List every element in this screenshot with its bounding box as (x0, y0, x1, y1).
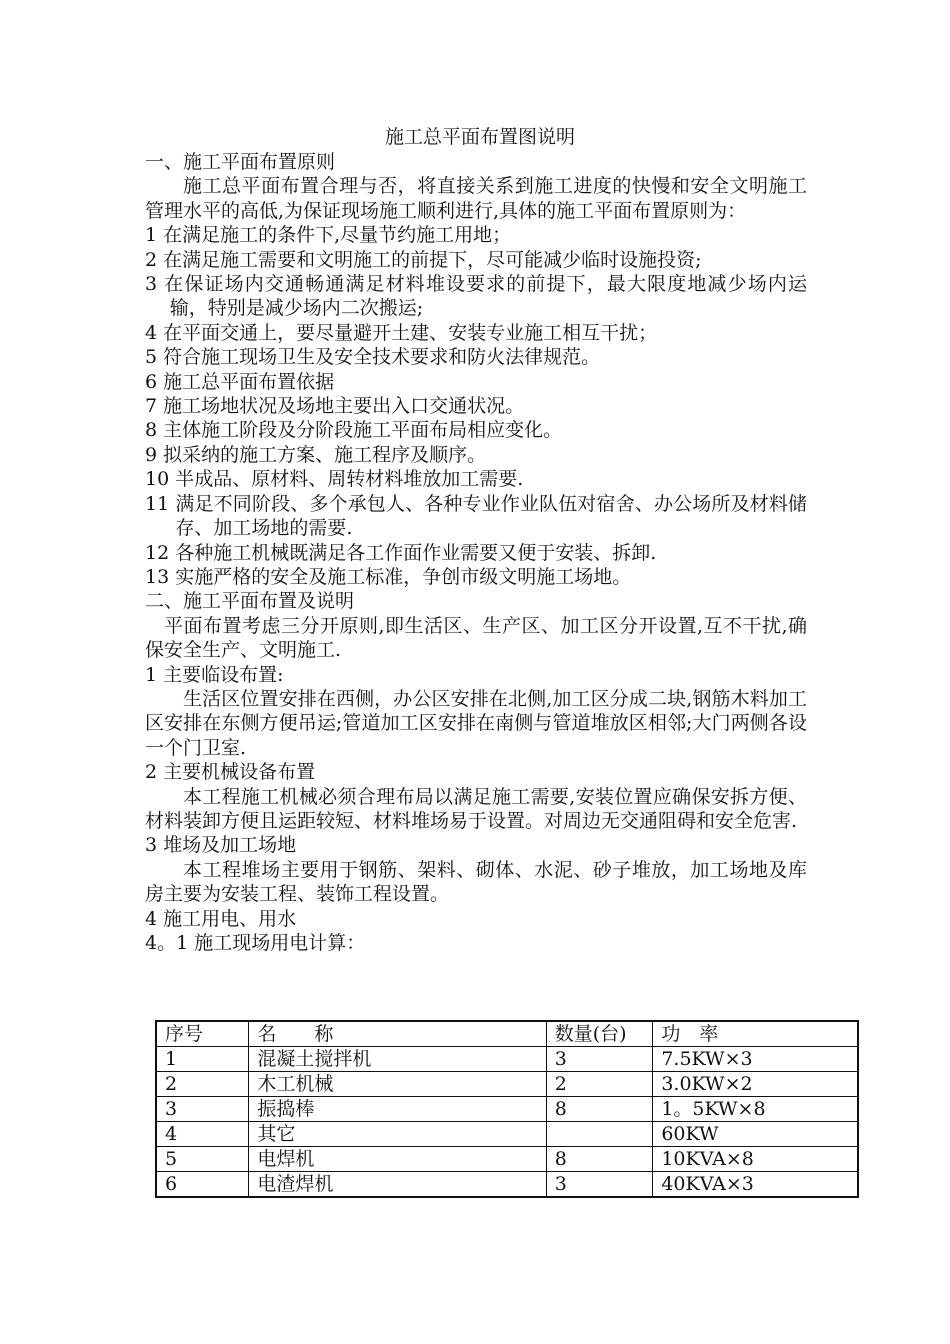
paragraph-line: 3 在保证场内交通畅通满足材料堆设要求的前提下，最大限度地减少场内运输，特别是减少场内二次搬运; (145, 273, 807, 320)
cell-power: 40KVA×3 (653, 1172, 858, 1198)
paragraph-line: 4。1 施工现场用电计算： (145, 932, 366, 954)
header-name: 名 称 (249, 1021, 546, 1047)
paragraph-line: 1 主要临设布置: (145, 663, 284, 686)
table-row (156, 1122, 858, 1147)
cell-quantity (546, 1122, 653, 1147)
paragraph-line: 5 符合施工现场卫生及安全技术要求和防火法律规范。 (145, 346, 601, 369)
cell-power: 7.5KW×3 (653, 1047, 858, 1072)
paragraph-line: 12 各种施工机械既满足各工作面作业需要又便于安装、拆卸. (145, 541, 657, 564)
cell-name: 电焊机 (249, 1147, 546, 1172)
cell-index: 3 (156, 1097, 249, 1122)
cell-quantity: 3 (546, 1047, 653, 1072)
paragraph-line: 本工程施工机械必须合理布局以满足施工需要,安装位置应确保安拆方便、材料装卸方便且运距较短、材料堆场易于设置。对周边无交通阻碍和安全危害. (145, 785, 807, 832)
paragraph-line: 平面布置考虑三分开原则,即生活区、生产区、加工区分开设置,互不干扰,确保安全生产、文明施工. (145, 614, 807, 662)
paragraph-line: 2 在满足施工需要和文明施工的前提下，尽可能减少临时设施投资; (145, 248, 702, 271)
page-title: 施工总平面布置图说明 (384, 126, 575, 148)
paragraph-line: 二、施工平面布置及说明 (145, 590, 355, 613)
cell-index: 1 (156, 1047, 249, 1072)
paragraph-line: 3 堆场及加工场地 (145, 834, 297, 857)
table-row (156, 1172, 858, 1198)
document-body (145, 124, 807, 955)
power-calc-table (155, 1020, 859, 1198)
table-header-row (156, 1021, 858, 1047)
cell-quantity: 8 (546, 1097, 653, 1122)
paragraph-line: 13 实施严格的安全及施工标准，争创市级文明施工场地。 (145, 565, 632, 588)
cell-name: 混凝土搅拌机 (249, 1047, 546, 1072)
paragraph-list (145, 150, 807, 955)
cell-index: 2 (156, 1072, 249, 1097)
cell-name: 振捣棒 (249, 1097, 546, 1122)
header-index: 序号 (156, 1021, 249, 1047)
cell-quantity: 2 (546, 1072, 653, 1097)
paragraph-line: 10 半成品、原材料、周转材料堆放加工需要. (145, 468, 524, 491)
cell-quantity: 3 (546, 1172, 653, 1198)
paragraph-line: 施工总平面布置合理与否，将直接关系到施工进度的快慢和安全文明施工管理水平的高低,为保证现场施工顺利进行,具体的施工平面布置原则为： (145, 175, 807, 222)
paragraph-line: 1 在满足施工的条件下,尽量节约施工用地； (145, 224, 512, 247)
paragraph-line: 2 主要机械设备布置 (145, 761, 316, 784)
paragraph-line: 6 施工总平面布置依据 (145, 370, 335, 393)
cell-power: 1。5KW×8 (653, 1097, 858, 1122)
paragraph-line: 4 施工用电、用水 (145, 907, 297, 930)
table-row (156, 1097, 858, 1122)
cell-name: 其它 (249, 1122, 546, 1147)
cell-index: 5 (156, 1147, 249, 1172)
cell-quantity: 8 (546, 1147, 653, 1172)
paragraph-line: 11 满足不同阶段、多个承包人、各种专业作业队伍对宿舍、办公场所及材料储存、加工场地的需要. (145, 492, 807, 540)
paragraph-line: 8 主体施工阶段及分阶段施工平面布局相应变化。 (145, 419, 563, 442)
paragraph-line: 7 施工场地状况及场地主要出入口交通状况。 (145, 395, 525, 418)
paragraph-line: 4 在平面交通上，要尽量避开土建、安装专业施工相互干扰； (145, 321, 658, 344)
cell-index: 6 (156, 1172, 249, 1198)
header-quantity: 数量(台) (546, 1021, 653, 1047)
cell-name: 木工机械 (249, 1072, 546, 1097)
table-row (156, 1147, 858, 1172)
cell-name: 电渣焊机 (249, 1172, 546, 1198)
table-row (156, 1047, 858, 1072)
cell-index: 4 (156, 1122, 249, 1147)
cell-power: 3.0KW×2 (653, 1072, 858, 1097)
header-power: 功 率 (653, 1021, 858, 1047)
paragraph-line: 一、施工平面布置原则 (145, 151, 336, 173)
cell-power: 10KVA×8 (653, 1147, 858, 1172)
paragraph-line: 本工程堆场主要用于钢筋、架料、砌体、水泥、砂子堆放，加工场地及库房主要为安装工程、装饰工程设置。 (145, 858, 807, 906)
cell-power: 60KW (653, 1122, 858, 1147)
table-row (156, 1072, 858, 1097)
paragraph-line: 9 拟采纳的施工方案、施工程序及顺序。 (145, 443, 487, 466)
paragraph-line: 生活区位置安排在西侧，办公区安排在北侧,加工区分成二块,钢筋木料加工区安排在东侧方便吊运;管道加工区安排在南侧与管道堆放区相邻;大门两侧各设一个门卫室. (145, 687, 807, 759)
